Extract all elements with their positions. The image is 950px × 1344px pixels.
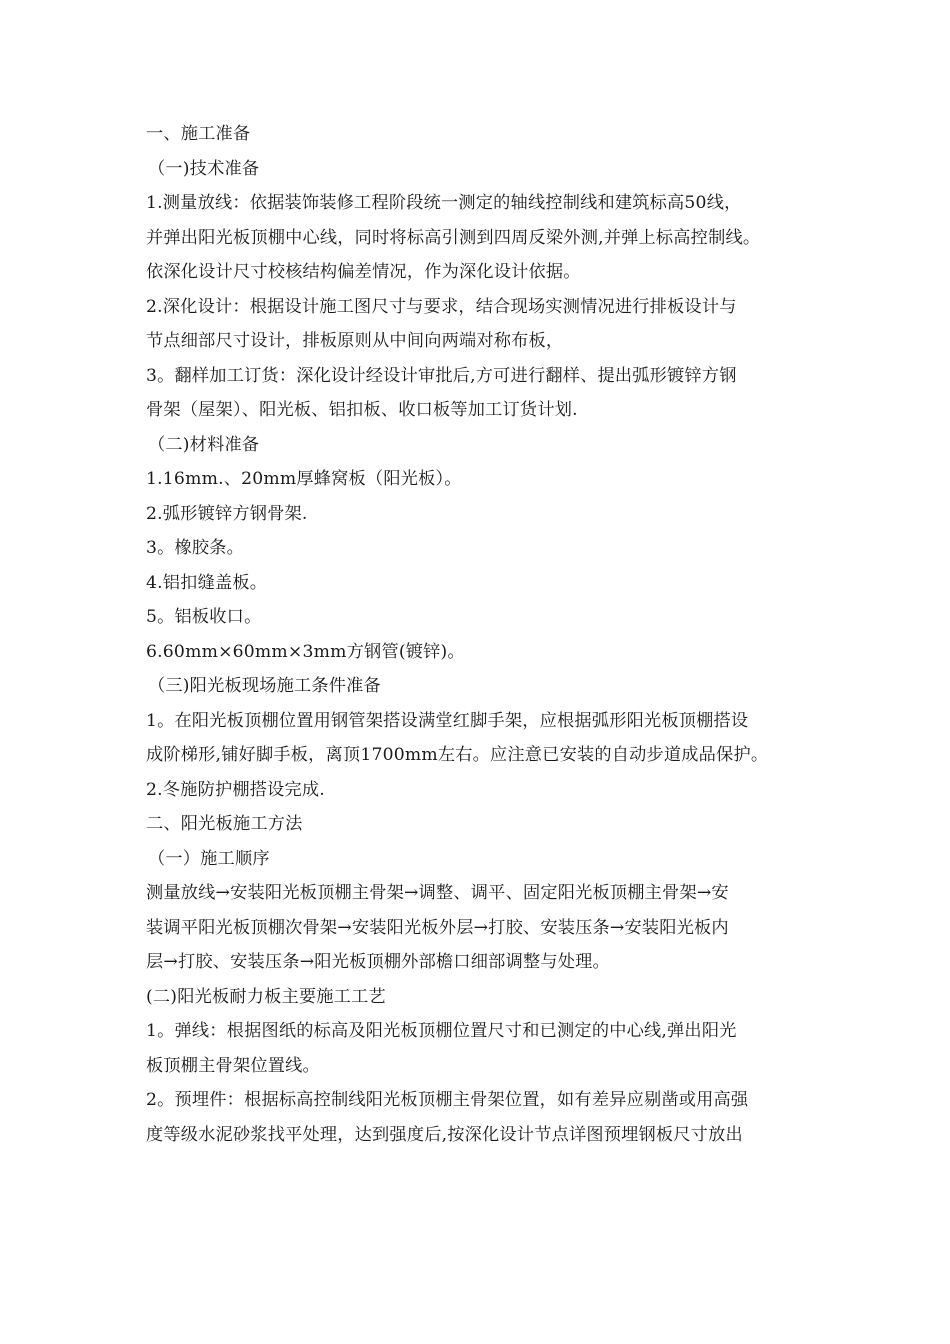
document-body xyxy=(146,117,826,1152)
paragraph-line: 板顶棚主骨架位置线。 xyxy=(146,1055,320,1076)
paragraph-line: 3。翻样加工订货：深化设计经设计审批后,方可进行翻样、提出弧形镀锌方钢 xyxy=(146,365,737,386)
paragraph-line: 1.测量放线：依据装饰装修工程阶段统一测定的轴线控制线和建筑标高50线， xyxy=(146,193,742,213)
paragraph-line: 层→打胶、安装压条→阳光板顶棚外部檐口细部调整与处理。 xyxy=(146,952,610,972)
paragraph-line: 节点细部尺寸设计，排板原则从中间向两端对称布板， xyxy=(146,331,564,351)
subsection-heading: （三)阳光板现场施工条件准备 xyxy=(148,676,381,696)
subsection-heading: （二)材料准备 xyxy=(148,434,260,455)
list-item: 3。橡胶条。 xyxy=(146,538,245,558)
paragraph-line: 2.深化设计：根据设计施工图尺寸与要求，结合现场实测情况进行排板设计与 xyxy=(146,296,737,317)
subsection-heading: （一）施工顺序 xyxy=(148,848,270,869)
paragraph-line: 1。在阳光板顶棚位置用钢管架搭设满堂红脚手架，应根据弧形阳光板顶棚搭设 xyxy=(146,710,749,731)
subsection-heading: （一)技术准备 xyxy=(148,158,260,179)
subsection-heading: (二)阳光板耐力板主要施工工艺 xyxy=(146,986,386,1007)
list-item: 5。铝板收口。 xyxy=(146,607,262,627)
section-heading: 一、施工准备 xyxy=(146,124,251,144)
paragraph-line: 成阶梯形,铺好脚手板，离顶1700mm左右。应注意已安装的自动步道成品保护。 xyxy=(146,745,769,765)
paragraph-line: 装调平阳光板顶棚次骨架→安装阳光板外层→打胶、安装压条→安装阳光板内 xyxy=(146,917,729,938)
paragraph-line: 测量放线→安装阳光板顶棚主骨架→调整、调平、固定阳光板顶棚主骨架→安 xyxy=(146,883,729,903)
list-item: 6.60mm×60mm×3mm方钢管(镀锌)。 xyxy=(146,641,465,662)
paragraph-line: 依深化设计尺寸校核结构偏差情况，作为深化设计依据。 xyxy=(146,262,581,282)
paragraph-line: 骨架（屋架）、阳光板、铝扣板、收口板等加工订货计划. xyxy=(146,400,578,420)
paragraph-line: 并弹出阳光板顶棚中心线，同时将标高引测到四周反梁外测,并弹上标高控制线。 xyxy=(146,227,761,248)
paragraph-line: 2.冬施防护棚搭设完成. xyxy=(146,779,325,800)
list-item: 2.弧形镀锌方钢骨架. xyxy=(146,503,308,524)
list-item: 4.铝扣缝盖板。 xyxy=(146,572,268,593)
list-item: 1.16mm.、20mm厚蜂窝板（阳光板）。 xyxy=(146,469,462,489)
paragraph-line: 1。弹线：根据图纸的标高及阳光板顶棚位置尺寸和已测定的中心线,弹出阳光 xyxy=(146,1021,737,1041)
paragraph-line: 2。预埋件：根据标高控制线阳光板顶棚主骨架位置，如有差异应剔凿或用高强 xyxy=(146,1090,749,1110)
section-heading: 二、阳光板施工方法 xyxy=(146,814,303,834)
paragraph-line: 度等级水泥砂浆找平处理，达到强度后,按深化设计节点详图预埋钢板尺寸放出 xyxy=(146,1124,743,1145)
